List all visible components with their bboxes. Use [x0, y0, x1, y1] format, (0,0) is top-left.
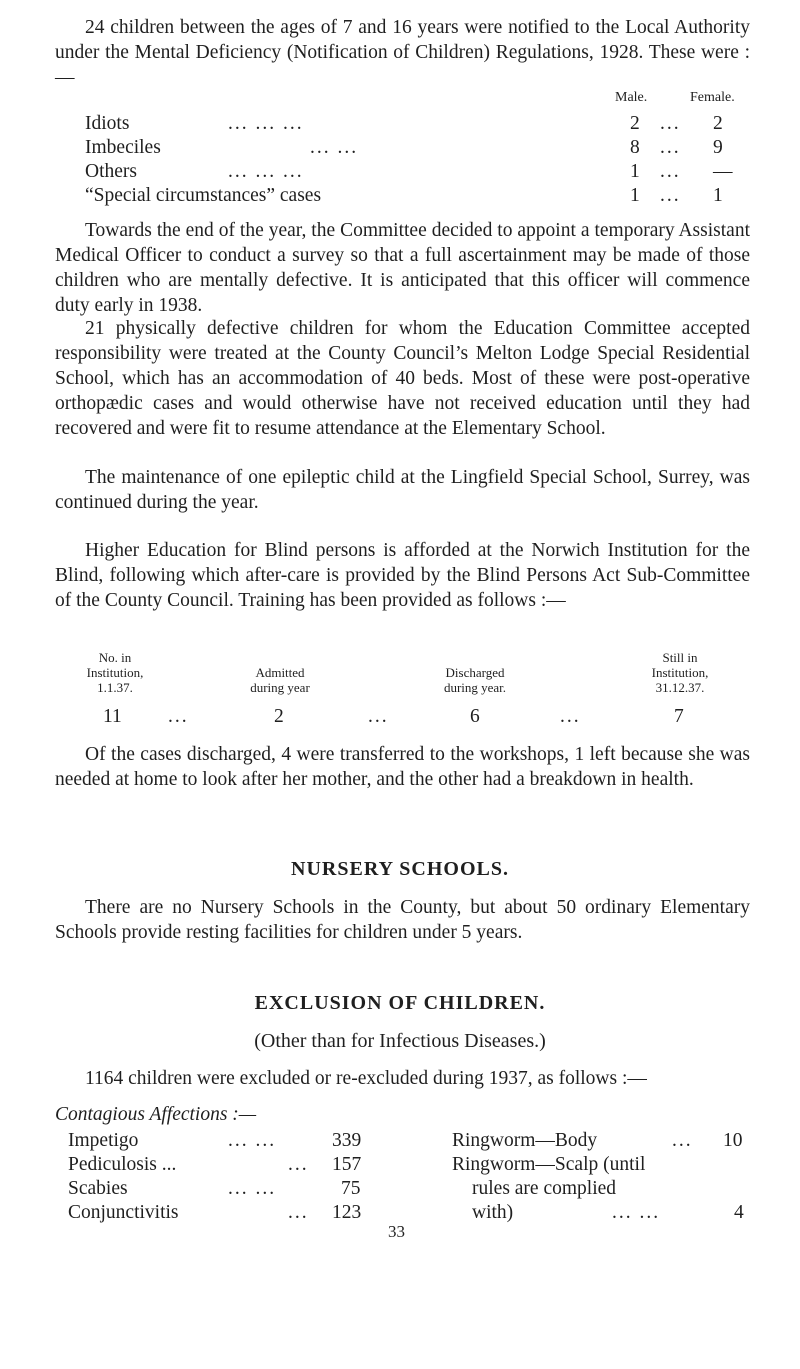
exclusion-item-dots: ... — [672, 1130, 693, 1151]
physical-defect-paragraph: 21 physically defective children for whom the Education Committee accepted responsibility were treated at the County Council’s Melton Lodge Special Residential School, which has an accommodation of 40 beds. Most of these were post-operative orthopædic cases and would otherwise have not received education until they had recovered and were fit to resume attendance at the Elementary School. — [55, 318, 750, 439]
exclusion-item-value: 339 — [332, 1130, 362, 1151]
blind-value-still-in: 7 — [674, 706, 684, 727]
blind-header-col2: Admitted during year — [250, 665, 310, 695]
exclusion-intro: 1164 children were excluded or re-excluded during 1937, as follows :— — [85, 1068, 647, 1089]
exclusion-item-value: 157 — [332, 1154, 362, 1175]
contagious-affections-label: Contagious Affections :— — [55, 1104, 257, 1125]
exclusion-heading: EXCLUSION OF CHILDREN. — [254, 992, 546, 1014]
exclusion-item-label: rules are complied — [472, 1178, 617, 1199]
page-number: 33 — [388, 1222, 405, 1241]
exclusion-item-label: with) — [472, 1202, 514, 1223]
row-dots: ... ... ... — [228, 113, 304, 134]
nursery-heading: NURSERY SCHOOLS. — [291, 858, 509, 880]
row-sep: ... — [660, 161, 681, 182]
exclusion-item-label: Pediculosis ... — [68, 1154, 177, 1175]
exclusion-item-value: 123 — [332, 1202, 362, 1223]
epileptic-paragraph: The maintenance of one epileptic child at the Lingfield Special School, Surrey, was continued during the year. — [55, 467, 750, 513]
exclusion-item-dots: ... ... — [228, 1178, 277, 1199]
row-male: 8 — [630, 137, 640, 158]
nursery-paragraph: There are no Nursery Schools in the County, but about 50 ordinary Elementary Schools provide resting facilities for children under 5 years. — [55, 897, 750, 943]
exclusion-item-dots: ... ... — [228, 1130, 277, 1151]
blind-sep: ... — [368, 706, 389, 727]
row-female: 2 — [713, 113, 723, 134]
intro-paragraph: 24 children between the ages of 7 and 16 years were notified to the Local Authority under the Mental Deficiency (Notification of Children) Regulations, 1928. These were :— — [55, 17, 750, 88]
exclusion-subheading: (Other than for Infectious Diseases.) — [254, 1030, 546, 1052]
exclusion-item-dots: ... ... — [612, 1202, 661, 1223]
row-female: 9 — [713, 137, 723, 158]
row-sep: ... — [660, 137, 681, 158]
exclusion-item-value: 10 — [723, 1130, 743, 1151]
row-male: 2 — [630, 113, 640, 134]
row-label: Imbeciles — [85, 137, 161, 158]
row-sep: ... — [660, 113, 681, 134]
row-dots: ... ... ... — [228, 161, 304, 182]
blind-value-institution-start: 11 — [103, 706, 122, 727]
row-male: 1 — [630, 161, 640, 182]
blind-sep: ... — [168, 706, 189, 727]
row-female: — — [713, 161, 733, 182]
exclusion-item-dots: ... — [288, 1202, 309, 1223]
row-male: 1 — [630, 185, 640, 206]
exclusion-item-label: Ringworm—Body — [452, 1130, 598, 1151]
male-header: Male. — [615, 90, 648, 105]
row-dots: ... ... — [310, 137, 359, 158]
exclusion-item-label: Scabies — [68, 1178, 128, 1199]
exclusion-item-value: 75 — [341, 1178, 361, 1199]
row-label: “Special circumstances” cases — [85, 185, 322, 206]
blind-sep: ... — [560, 706, 581, 727]
row-sep: ... — [660, 185, 681, 206]
exclusion-item-dots: ... — [288, 1154, 309, 1175]
row-female: 1 — [713, 185, 723, 206]
blind-header-col4: Still in Institution, 31.12.37. — [651, 650, 709, 695]
female-header: Female. — [690, 90, 735, 105]
blind-header-col1: No. in Institution, 1.1.37. — [86, 650, 144, 695]
blind-value-admitted: 2 — [274, 706, 284, 727]
exclusion-item-label: Impetigo — [68, 1130, 139, 1151]
row-label: Others — [85, 161, 137, 182]
exclusion-item-label: Conjunctivitis — [68, 1202, 179, 1223]
exclusion-item-value: 4 — [734, 1202, 744, 1223]
blind-value-discharged: 6 — [470, 706, 480, 727]
survey-paragraph: Towards the end of the year, the Committee decided to appoint a temporary Assistant Medical Officer to conduct a survey so that a full ascertainment may be made of those children who are mentally defective. It is anticipated that this officer will commence duty early in 1938. — [55, 220, 750, 316]
blind-header-col3: Discharged during year. — [443, 665, 507, 695]
exclusion-item-label: Ringworm—Scalp (until — [452, 1154, 646, 1175]
row-label: Idiots — [85, 113, 130, 134]
blind-education-paragraph: Higher Education for Blind persons is afforded at the Norwich Institution for the Blind, following which after-care is provided by the Blind Persons Act Sub-Committee of the County Council. Training has been provided as follows :— — [55, 540, 750, 611]
discharged-paragraph: Of the cases discharged, 4 were transferred to the workshops, 1 left because she was needed at home to look after her mother, and the other had a breakdown in health. — [55, 744, 750, 790]
